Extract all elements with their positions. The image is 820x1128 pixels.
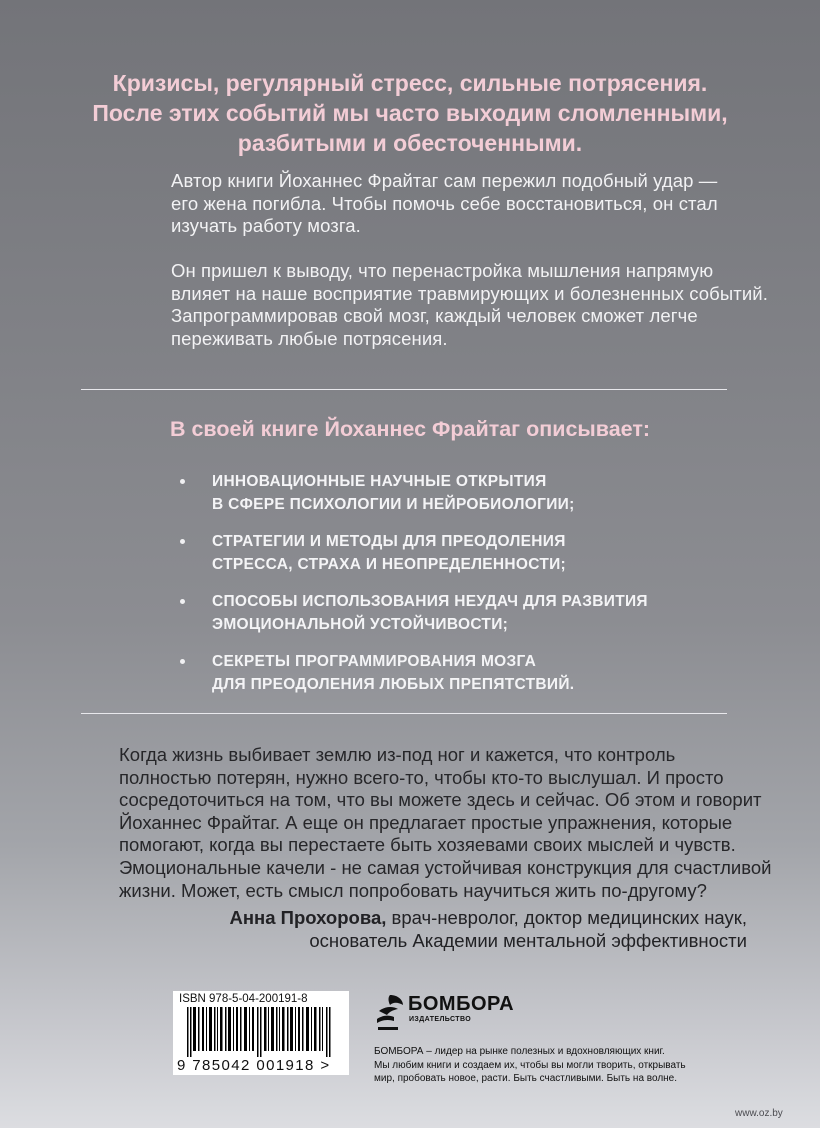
text-line: Запрограммировав свой мозг, каждый человек сможет легче [171,305,698,326]
intro-paragraph-1 [171,170,771,238]
isbn-digits: 9 785042 001918 > [177,1057,331,1074]
text-line: БОМБОРА – лидер на рынке полезных и вдохновляющих книг. [374,1046,665,1057]
headline-line: Кризисы, регулярный стресс, сильные потрясения. [112,70,708,96]
bullet-dot-icon [180,539,185,544]
headline-line: разбитыми и обесточенными. [237,130,583,156]
list-item-line: СПОСОБЫ ИСПОЛЬЗОВАНИЯ НЕУДАЧ ДЛЯ РАЗВИТИЯ [212,593,648,610]
reviewer-title: врач-невролог, доктор медицинских наук, [386,907,747,928]
list-item [180,650,740,696]
isbn-label: ISBN 978-5-04-200191-8 [179,993,308,1005]
text-line: переживать любые потрясения. [171,327,448,349]
bullet-list [180,470,740,710]
publisher-logo [376,993,576,1035]
signature-line-1 [100,906,747,929]
publisher-name: БОМБОРА [408,993,515,1015]
text-line: изучать работу мозга. [171,215,361,236]
text-line: жизни. Может, есть смысл попробовать научиться жить по-другому? [119,879,707,901]
list-item-line: В СФЕРЕ ПСИХОЛОГИИ И НЕЙРОБИОЛОГИИ; [212,496,575,513]
text-line: Мы любим книги и создаем их, чтобы вы могли творить, открывать [374,1059,686,1071]
headline [60,68,760,158]
text-line: Эмоциональные качели - не самая устойчивая конструкция для счастливой [119,856,772,878]
divider-top [81,389,727,390]
text-line: влияет на наше восприятие травмирующих и болезненных событий. [171,282,768,304]
bullet-dot-icon [180,659,185,664]
barcode-bars-icon [187,1007,337,1057]
publisher-description [374,1045,704,1086]
barcode [173,991,349,1075]
list-item [180,590,740,636]
text-line: Автор книги Йоханнес Фрайтаг сам пережил подобный удар — [171,170,718,191]
text-line: Йоханнес Фрайтаг. А еще он предлагает простые упражнения, которые [119,811,733,833]
list-item-line: ИННОВАЦИОННЫЕ НАУЧНЫЕ ОТКРЫТИЯ [212,473,547,490]
bombora-wave-icon [376,993,406,1031]
text-line: помогают, когда вы перестаете быть хозяевами своих мыслей и чувств. [119,834,736,856]
reviewer-affiliation: основатель Академии ментальной эффективности [309,930,747,951]
text-line: Он пришел к выводу, что перенастройка мышления напрямую [171,260,714,281]
list-item [180,530,740,576]
list-item-line: ЭМОЦИОНАЛЬНОЙ УСТОЙЧИВОСТИ; [212,616,509,633]
list-item-line: СТРЕССА, СТРАХА И НЕОПРЕДЕЛЕННОСТИ; [212,556,567,573]
list-item [180,470,740,516]
watermark: www.oz.by [735,1108,783,1119]
text-line: его жена погибла. Чтобы помочь себе восстановиться, он стал [171,192,718,214]
review-quote [119,744,772,902]
review-signature [100,906,747,952]
bullet-dot-icon [180,479,185,484]
list-item-line: ДЛЯ ПРЕОДОЛЕНИЯ ЛЮБЫХ ПРЕПЯТСТВИЙ. [212,676,575,693]
intro-paragraph-2 [171,260,771,350]
bullet-dot-icon [180,599,185,604]
book-describes-title: В своей книге Йоханнес Фрайтаг описывает: [169,417,651,441]
headline-line: После этих событий мы часто выходим сломленными, [92,100,728,126]
list-item-line: СТРАТЕГИИ И МЕТОДЫ ДЛЯ ПРЕОДОЛЕНИЯ [212,533,566,550]
text-line: сосредоточиться на том, что вы можете здесь и сейчас. Об этом и говорит [119,789,762,811]
divider-bottom [81,713,727,714]
publisher-subtitle: ИЗДАТЕЛЬСТВО [409,1016,472,1023]
reviewer-name: Анна Прохорова, [229,907,387,928]
text-line: мир, пробовать новое, расти. Быть счастливыми. Быть на волне. [374,1073,678,1084]
text-line: Когда жизнь выбивает землю из-под ног и кажется, что контроль [119,744,676,765]
text-line: полностью потерян, нужно всего-то, чтобы кто-то выслушал. И просто [119,766,724,788]
list-item-line: СЕКРЕТЫ ПРОГРАММИРОВАНИЯ МОЗГА [212,653,537,670]
